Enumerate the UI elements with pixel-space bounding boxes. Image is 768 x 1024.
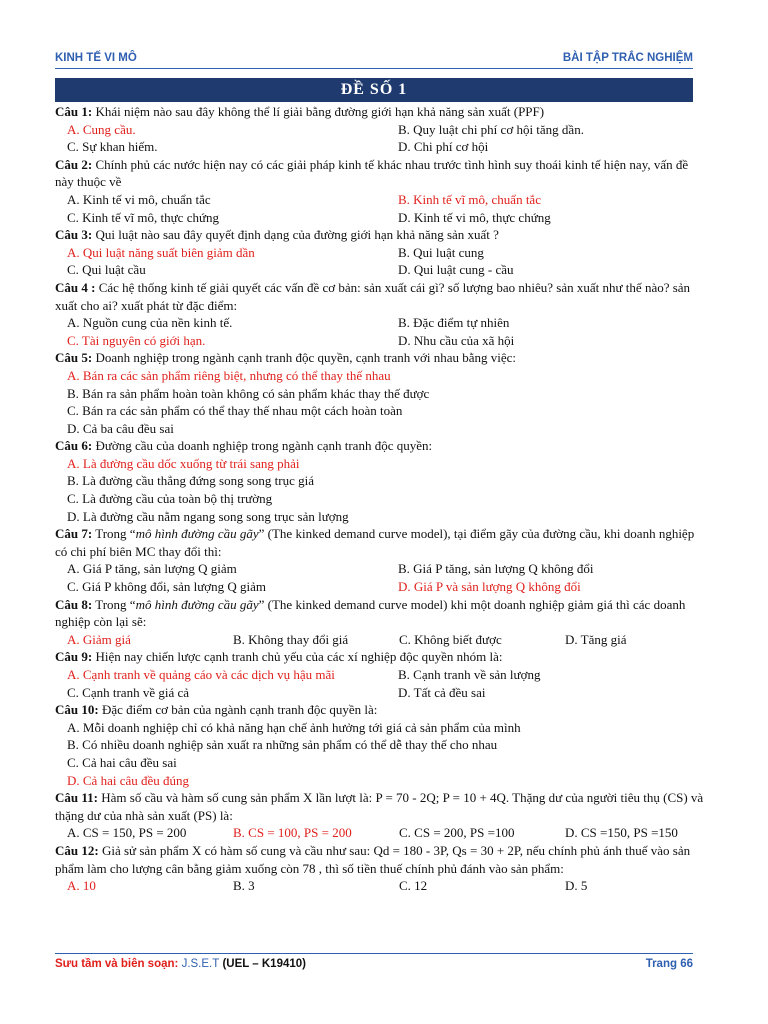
question-7 [55, 525, 708, 560]
option-a: A. Kinh tế vi mô, chuẩn tắc [67, 191, 211, 207]
question-11 [55, 789, 708, 824]
question-label: Câu 11: [55, 790, 98, 806]
option-b: B. CS = 100, PS = 200 [233, 825, 352, 841]
question-text: Qui luật nào sau đây quyết định dạng của đường giới hạn khả năng sản xuất ? [92, 227, 499, 243]
option-a: A. Giá P tăng, sản lượng Q giảm [67, 561, 237, 577]
question-label: Câu 10: [55, 702, 99, 718]
option-a: A. Cung cầu. [67, 121, 136, 137]
answer-row [67, 191, 708, 209]
option-b: B. Quy luật chi phí cơ hội tăng dần. [398, 121, 584, 137]
answer-row [67, 824, 708, 842]
question-term: mô hình đường cầu gãy [135, 526, 259, 542]
exam-title: ĐỀ SỐ 1 [55, 78, 693, 102]
question-text: Khái niệm nào sau đây không thể lí giải bằng đường giới hạn khả năng sản xuất (PPF) [92, 104, 545, 119]
question-9 [55, 648, 708, 666]
question-text: Doanh nghiệp trong ngành cạnh tranh độc quyền, cạnh tranh với nhau bằng việc: [92, 350, 517, 366]
answer-row [67, 244, 708, 262]
question-label: Câu 6: [55, 438, 93, 454]
option-a: A. Là đường cầu dốc xuống từ trái sang phải [67, 455, 300, 471]
option-b: B. 3 [233, 878, 255, 894]
page-header [55, 50, 693, 70]
option-d: D. Tăng giá [565, 631, 627, 647]
credit-author: J.S.E.T [181, 958, 220, 970]
question-12 [55, 842, 708, 877]
question-text: Hiện nay chiến lược cạnh tranh chủ yếu của các xí nghiệp độc quyền nhóm là: [92, 649, 503, 665]
answer-row [67, 138, 708, 156]
option-c: C. 12 [399, 878, 428, 894]
option-b: B. Cạnh tranh về sản lượng [398, 667, 541, 682]
answer-row [67, 877, 708, 895]
question-label: Câu 2: [55, 156, 93, 172]
option-a: A. CS = 150, PS = 200 [67, 825, 187, 841]
question-label: Câu 12: [55, 842, 99, 858]
question-text: Trong “ [92, 596, 136, 612]
option-b: B. Bán ra sản phẩm hoàn toàn không có sản phẩm khác thay thế được [67, 385, 430, 401]
question-label: Câu 3: [55, 227, 93, 243]
question-term: mô hình đường cầu gãy [135, 596, 259, 612]
option-b: B. Là đường cầu thẳng đứng song song trục giá [67, 473, 314, 489]
option-a: A. Cạnh tranh về quảng cáo và các dịch vụ hậu mãi [67, 667, 335, 682]
option-d: D. Cả ba câu đều sai [67, 420, 174, 436]
credit-paren-close: ) [302, 958, 307, 970]
option-a: A. Qui luật năng suất biên giảm dần [67, 244, 255, 260]
option-c: C. Không biết được [399, 631, 502, 647]
question-text: ” (The kinked demand curve model) khi một doanh nghiệp giảm giá thì các doanh nghiệp còn lại sẽ: [55, 596, 686, 630]
option-c: C. Giá P không đổi, sản lượng Q giảm [67, 579, 267, 595]
option-c: C. Cạnh tranh về giá cả [67, 684, 190, 700]
question-text: Đường cầu của doanh nghiệp trong ngành cạnh tranh độc quyền: [92, 438, 433, 454]
header-divider [55, 68, 693, 69]
option-c: C. Tài nguyên có giới hạn. [67, 332, 206, 348]
question-text: Trong “ [92, 526, 136, 542]
question-label: Câu 4 : [55, 279, 96, 295]
answer-row [67, 684, 708, 702]
answer-row [67, 332, 708, 350]
header-subject: KINH TẾ VI MÔ [55, 52, 137, 64]
answer-row [67, 578, 708, 596]
option-b: B. Không thay đổi giá [233, 631, 349, 647]
page-number: Trang 66 [645, 958, 693, 970]
option-a: A. Giảm giá [67, 631, 131, 647]
credit-code: UEL – K19410 [226, 958, 303, 970]
option-c: C. CS = 200, PS =100 [399, 825, 515, 841]
question-label: Câu 5: [55, 350, 93, 366]
header-section: BÀI TẬP TRẮC NGHIỆM [562, 52, 693, 64]
page-footer [55, 958, 693, 976]
option-d: D. Cả hai câu đều đúng [67, 772, 190, 788]
question-5 [55, 349, 708, 367]
credit-paren-open: ( [219, 958, 227, 970]
question-label: Câu 8: [55, 596, 93, 612]
question-label: Câu 7: [55, 526, 93, 542]
option-b: B. Đặc điểm tự nhiên [398, 315, 510, 331]
answer-row [67, 666, 708, 684]
answer-row [67, 314, 708, 332]
question-2 [55, 156, 708, 191]
footer-divider [55, 953, 693, 954]
option-a: A. Bán ra các sản phẩm riêng biệt, nhưng có thể thay thế nhau [67, 367, 391, 383]
option-a: A. Nguồn cung của nền kinh tế. [67, 315, 233, 331]
question-text: ” (The kinked demand curve model), tại điểm gãy của đường cầu, khi doanh nghiệp có chi phí biên MC thay đổi thì: [55, 526, 695, 559]
option-d: D. Giá P và sản lượng Q không đổi [398, 579, 581, 595]
question-8 [55, 596, 708, 631]
question-label: Câu 1: [55, 104, 93, 119]
option-b: B. Kinh tế vĩ mô, chuẩn tắc [398, 191, 541, 207]
option-d: D. Chi phí cơ hội [398, 139, 489, 155]
option-a: A. Mỗi doanh nghiệp chỉ có khả năng hạn chế ảnh hưởng tới giá cả sản phẩm của mình [67, 719, 521, 735]
answer-row [67, 560, 708, 578]
question-text: Giả sử sản phẩm X có hàm số cung và cầu như sau: Qd = 180 - 3P, Qs = 30 + 2P, nếu chính phủ ánh thuế vào sản phẩm làm cho lượng cân bằng giảm xuống còn 78 , thì số tiền thuế chính phủ đánh vào sản phẩm: [55, 842, 691, 876]
option-b: B. Qui luật cung [398, 244, 484, 260]
option-d: D. Kinh tế vi mô, thực chứng [398, 209, 551, 225]
question-label: Câu 9: [55, 649, 93, 665]
question-text: Chính phủ các nước hiện nay có các giải pháp kinh tế khác nhau trước tình hình suy thoái kinh tế hiện nay, vấn đề này thuộc về [55, 156, 689, 190]
option-a: A. 10 [67, 878, 96, 894]
answer-row [67, 261, 708, 279]
option-b: B. Giá P tăng, sản lượng Q không đổi [398, 561, 594, 577]
option-d: D. CS =150, PS =150 [565, 825, 678, 841]
question-text: Đặc điểm cơ bản của ngành cạnh tranh độc quyền là: [98, 702, 378, 718]
answer-row [67, 121, 708, 139]
option-d: D. 5 [565, 878, 588, 894]
option-c: C. Sự khan hiếm. [67, 139, 158, 155]
question-3 [55, 226, 708, 244]
option-b: B. Có nhiều doanh nghiệp sản xuất ra những sản phẩm có thể dễ thay thế cho nhau [67, 737, 498, 753]
answer-row [67, 209, 708, 227]
option-d: D. Tất cả đều sai [398, 684, 486, 700]
option-c: C. Bán ra các sản phẩm có thể thay thế nhau một cách hoàn toàn [67, 403, 403, 419]
option-c: C. Là đường cầu của toàn bộ thị trường [67, 491, 273, 507]
answer-row [67, 631, 708, 649]
option-d: D. Qui luật cung - cầu [398, 262, 514, 278]
question-1 [55, 103, 708, 121]
option-d: D. Nhu cầu của xã hội [398, 332, 515, 348]
credit-prefix: Sưu tầm và biên soạn: [55, 958, 182, 970]
question-4 [55, 279, 708, 314]
question-6 [55, 437, 708, 455]
option-c: C. Qui luật cầu [67, 262, 146, 278]
footer-credit [55, 958, 306, 970]
option-c: C. Kinh tế vĩ mô, thực chứng [67, 209, 220, 225]
question-text: Các hệ thống kinh tế giải quyết các vấn đề cơ bản: sản xuất cái gì? số lượng bao nhiêu? sản xuất như thế nào? sản xuất cho ai? xuất phát từ đặc điểm: [55, 279, 691, 313]
question-text: Hàm số cầu và hàm số cung sản phẩm X lần lượt là: P = 70 - 2Q; P = 10 + 4Q. Thặng dư của người tiêu thụ (CS) và thặng dư của nhà sản xuất (PS) là: [55, 790, 704, 823]
question-list [55, 103, 708, 895]
option-d: D. Là đường cầu nằm ngang song song trục sản lượng [67, 508, 349, 524]
option-c: C. Cả hai câu đều sai [67, 754, 177, 770]
question-10 [55, 701, 708, 719]
